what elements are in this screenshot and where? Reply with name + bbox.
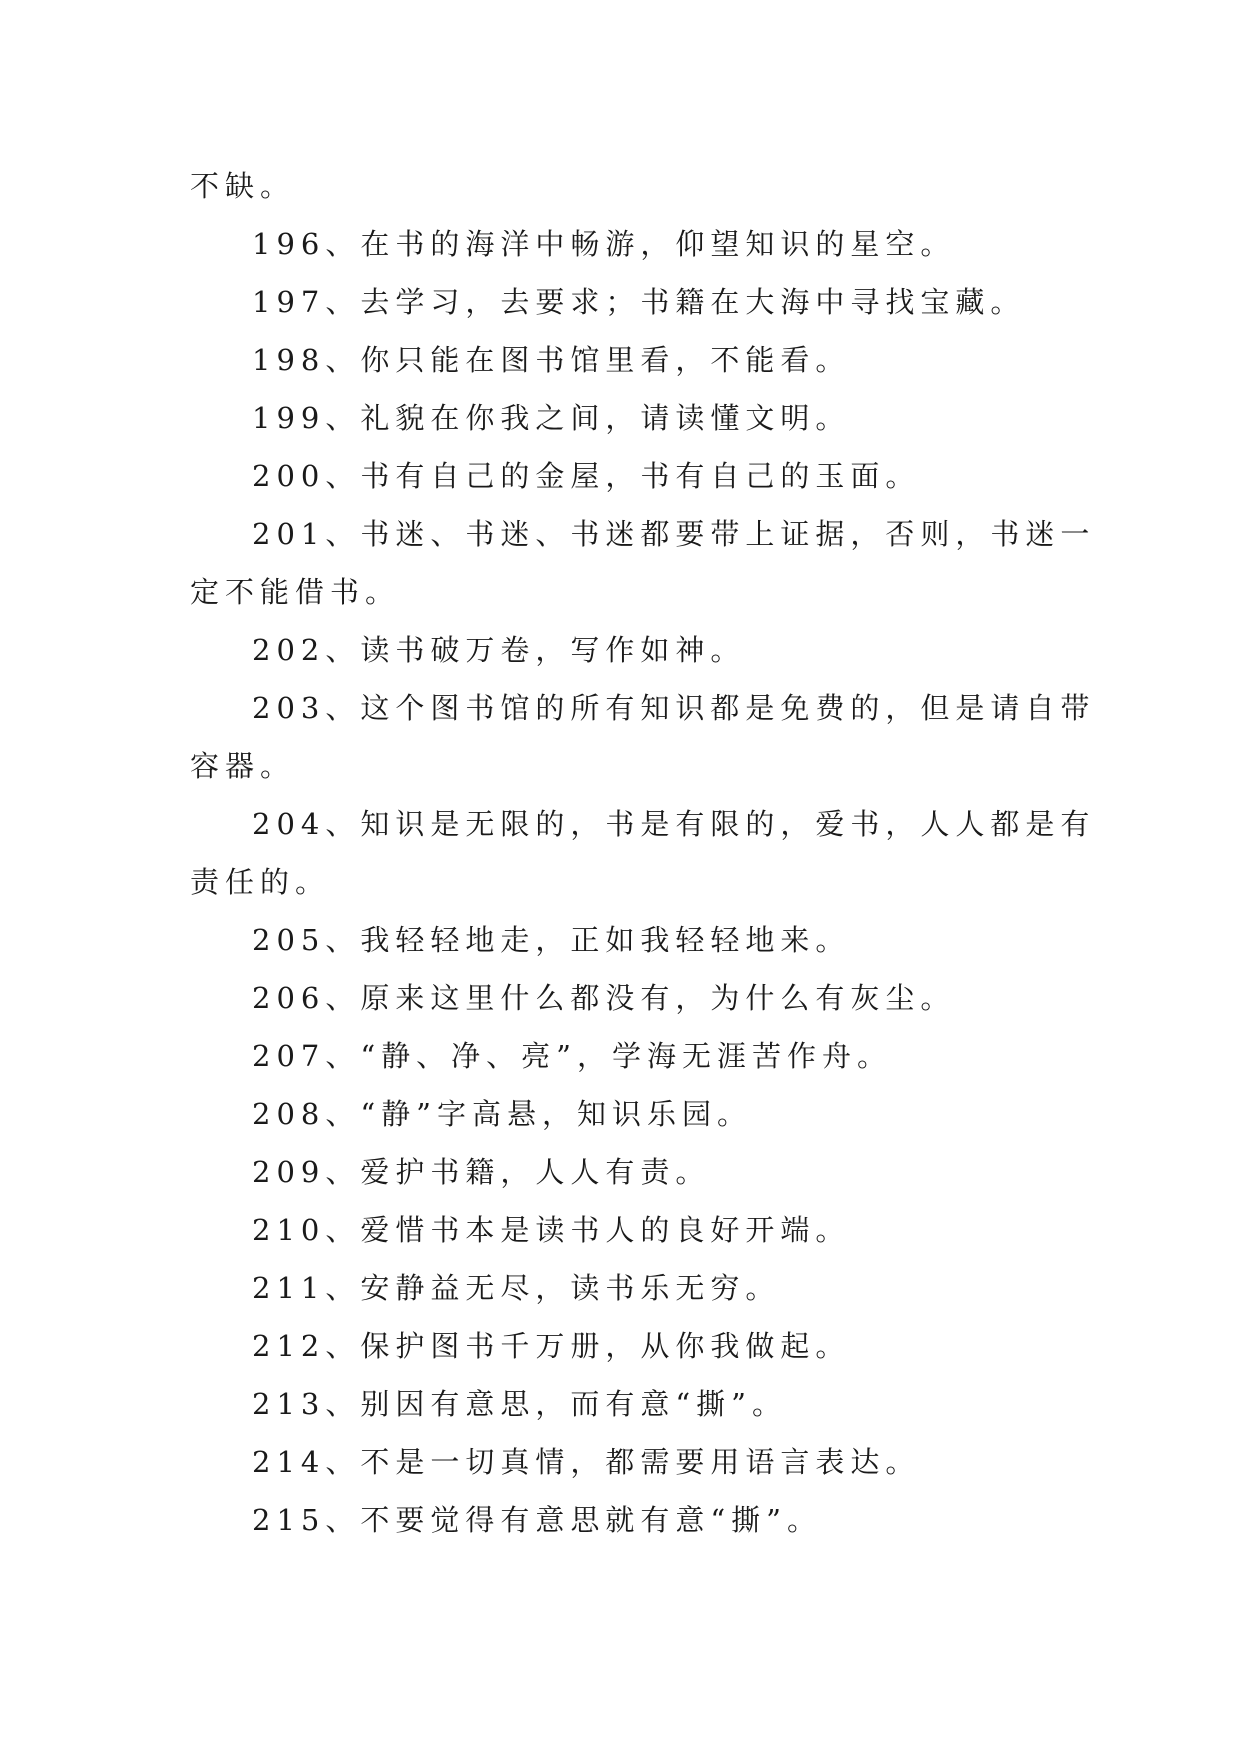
text-line: 212、保护图书千万册，从你我做起。 xyxy=(252,1329,851,1363)
text-line: 责任的。 xyxy=(190,865,331,899)
text-line: 204、知识是无限的，书是有限的，爱书，人人都是有 xyxy=(252,807,1096,841)
document-body xyxy=(190,157,1096,1549)
text-line: 208、“静”字高悬，知识乐园。 xyxy=(252,1097,753,1131)
text-line: 214、不是一切真情，都需要用语言表达。 xyxy=(252,1445,921,1479)
text-line: 213、别因有意思，而有意“撕”。 xyxy=(252,1387,788,1421)
text-line: 210、爱惜书本是读书人的良好开端。 xyxy=(252,1213,851,1247)
text-line: 199、礼貌在你我之间，请读懂文明。 xyxy=(252,401,851,435)
text-line: 202、读书破万卷，写作如神。 xyxy=(252,633,746,667)
text-line: 205、我轻轻地走，正如我轻轻地来。 xyxy=(252,923,851,957)
text-line: 不缺。 xyxy=(190,169,296,203)
text-line: 198、你只能在图书馆里看，不能看。 xyxy=(252,343,851,377)
text-line: 211、安静益无尽，读书乐无穷。 xyxy=(252,1271,781,1305)
text-line: 196、在书的海洋中畅游，仰望知识的星空。 xyxy=(252,227,956,261)
text-line: 197、去学习，去要求；书籍在大海中寻找宝藏。 xyxy=(252,285,1026,319)
text-line: 209、爱护书籍，人人有责。 xyxy=(252,1155,711,1189)
text-line: 206、原来这里什么都没有，为什么有灰尘。 xyxy=(252,981,956,1015)
text-line: 207、“静、净、亮”，学海无涯苦作舟。 xyxy=(252,1039,893,1073)
text-line: 容器。 xyxy=(190,749,296,783)
text-line: 203、这个图书馆的所有知识都是免费的，但是请自带 xyxy=(252,691,1096,725)
text-line: 200、书有自己的金屋，书有自己的玉面。 xyxy=(252,459,921,493)
text-line: 定不能借书。 xyxy=(190,575,401,609)
text-line: 201、书迷、书迷、书迷都要带上证据，否则，书迷一 xyxy=(252,517,1096,551)
text-line: 215、不要觉得有意思就有意“撕”。 xyxy=(252,1503,823,1537)
